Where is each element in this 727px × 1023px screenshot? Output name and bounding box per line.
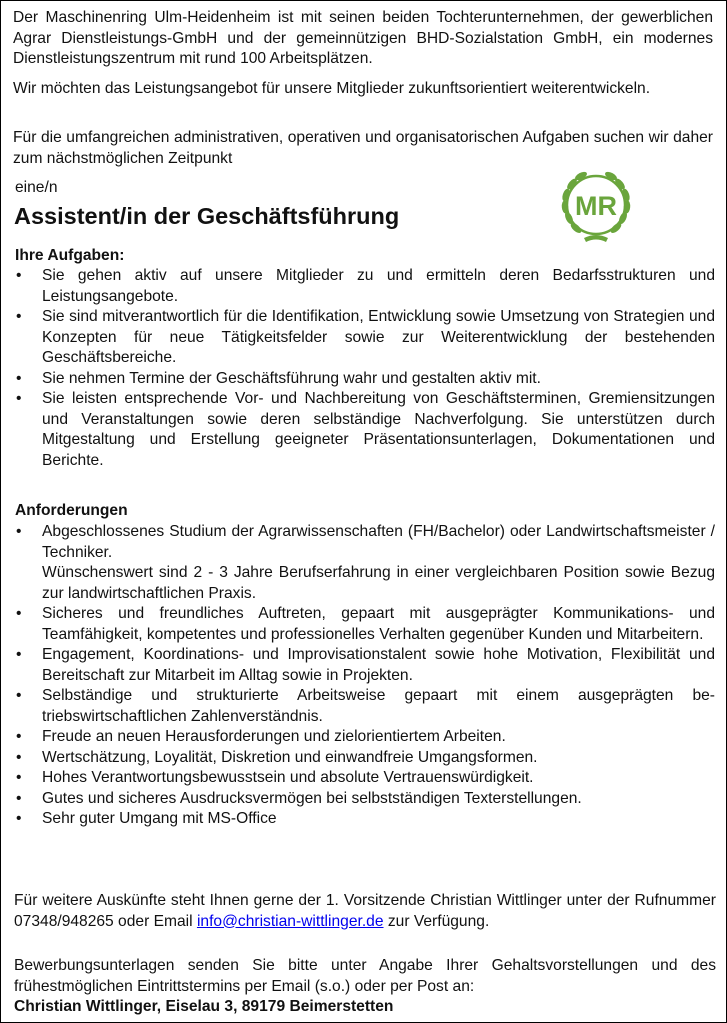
list-item: • Sie leisten entsprechende Vor- und Nachbereitung von Geschäftsterminen, Gremiensitzungen und Veranstaltungen sowie deren selbständige Nachverfolgung. Sie unterstützen durch Mitgestaltung und Erstellung geeigneter Präsentationsunterlagen, Dokumentationen und Berichte. bbox=[15, 389, 715, 471]
application-text: Bewerbungsunterlagen senden Sie bitte unter Angabe Ihrer Gehaltsvorstellungen und des frühestmöglichen Eintrittstermins per Email (s.o.) oder per Post an: bbox=[14, 957, 716, 995]
list-item: • Wertschätzung, Loyalität, Diskretion und einwandfreie Umgangsformen. bbox=[15, 748, 715, 769]
wreath-icon bbox=[554, 166, 638, 246]
list-item: • Sie gehen aktiv auf unsere Mitglieder zu und ermitteln deren Bedarfsstrukturen und Leistungsangebote. bbox=[15, 266, 715, 307]
contact-paragraph bbox=[14, 891, 716, 932]
list-item: • Sicheres und freundliches Auftreten, gepaart mit ausgeprägter Kommunikations- und Teamfähigkeit, kompetentes und professionelles Verhalten gegenüber Kunden und Mitarbeitern. bbox=[15, 604, 715, 645]
email-link[interactable]: info@christian-wittlinger.de bbox=[196, 912, 384, 930]
requirements-list bbox=[15, 522, 715, 830]
intro-paragraph: Der Maschinenring Ulm-Heidenheim ist mit seinen beiden Tochterunternehmen, der gewerblichen Agrar Dienstleistungs-GmbH und der gemeinnützigen BHD-Sozialstation GmbH, ein modernes Dienstleistungszentrum mit rund 100 Arbeitsplätzen. bbox=[13, 9, 713, 67]
list-item: • Hohes Verantwortungsbewusstsein und absolute Vertrauenswürdigkeit. bbox=[15, 768, 715, 789]
list-item bbox=[15, 522, 715, 604]
list-item: • Sie sind mitverantwortlich für die Identifikation, Entwicklung sowie Umsetzung von Strategien und Konzepten für neue Tätigkeitsfelder sowie zur Weiterentwicklung der bestehenden Geschäftsbereiche. bbox=[15, 307, 715, 369]
list-item: • Sehr guter Umgang mit MS-Office bbox=[15, 809, 715, 830]
list-item: • Freude an neuen Herausforderungen und zielorientiertem Arbeiten. bbox=[15, 727, 715, 748]
logo-text: MR bbox=[575, 191, 617, 221]
contact-text: Für weitere Auskünfte steht Ihnen gerne der 1. Vorsitzende Christian Wittlinger unter der Rufnummer 07348/948265 oder Email bbox=[14, 892, 716, 930]
intro-paragraph: Wir möchten das Leistungsangebot für unsere Mitglieder zukunftsorientiert weiterentwickeln. bbox=[13, 80, 651, 97]
list-item-extra: Wünschenswert sind 2 - 3 Jahre Berufserfahrung in einer vergleichbaren Position sowie Bezug zur landwirtschaftlichen Praxis. bbox=[42, 564, 715, 602]
list-item-text: Abgeschlossenes Studium der Agrarwissenschaften (FH/Bachelor) oder Landwirtschaftsmeister / Techniker. bbox=[42, 523, 715, 561]
intro-eine-n: eine/n bbox=[15, 179, 58, 196]
list-item: • Selbständige und strukturierte Arbeitsweise gepaart mit einem ausgeprägten betriebswirtschaftlichen Zahlenverständnis. bbox=[15, 686, 715, 727]
list-item: • Gutes und sicheres Ausdrucksvermögen bei selbstständigen Texterstellungen. bbox=[15, 789, 715, 810]
list-item: • Sie nehmen Termine der Geschäftsführung wahr und gestalten aktiv mit. bbox=[15, 369, 715, 390]
intro-paragraph: Für die umfangreichen administrativen, operativen und organisatorischen Aufgaben suchen wir daher zum nächstmöglichen Zeitpunkt bbox=[13, 129, 713, 167]
tasks-list bbox=[15, 266, 715, 471]
job-title: Assistent/in der Geschäftsführung bbox=[14, 203, 400, 229]
postal-address: Christian Wittlinger, Eiselau 3, 89179 Beimerstetten bbox=[14, 998, 394, 1015]
application-paragraph bbox=[14, 956, 716, 1018]
list-item: • Engagement, Koordinations- und Improvisationstalent sowie hohe Motivation, Flexibilität und Bereitschaft zur Mitarbeit im Alltag sowie in Projekten. bbox=[15, 645, 715, 686]
contact-text-end: zur Verfügung. bbox=[383, 912, 490, 930]
tasks-heading: Ihre Aufgaben: bbox=[15, 247, 125, 264]
requirements-heading: Anforderungen bbox=[15, 502, 128, 519]
mr-logo bbox=[554, 166, 638, 246]
